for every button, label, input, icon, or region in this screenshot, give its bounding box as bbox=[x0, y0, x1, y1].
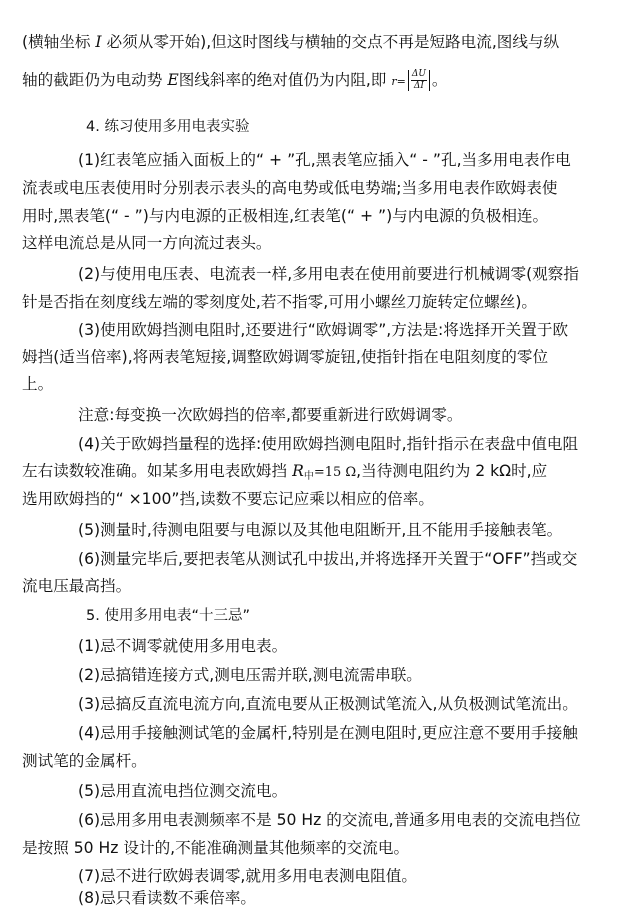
math-equals: = bbox=[396, 75, 406, 88]
text-line: 流表或电压表使用时分别表示表头的高电势或低电势端;当多用电表作欧姆表使 bbox=[22, 179, 558, 197]
section-heading: 4. 练习使用多用电表实验 bbox=[86, 119, 250, 135]
text-line bbox=[22, 32, 640, 52]
text-line: (4)关于欧姆挡量程的选择:使用欧姆挡测电阻时,指针指示在表盘中值电阻 bbox=[78, 435, 579, 453]
math-value: =15 Ω bbox=[313, 465, 357, 480]
list-item: (3)忌搞反直流电流方向,直流电要从正极测试笔流入,从负极测试笔流出。 bbox=[78, 695, 578, 713]
text-span: 。 bbox=[431, 71, 448, 89]
list-item: (6)忌用多用电表测频率不是 50 Hz 的交流电,普通多用电表的交流电挡位 bbox=[78, 811, 581, 829]
list-item: (4)忌用手接触测试笔的金属杆,特别是在测电阻时,更应注意不要用手接触 bbox=[78, 724, 578, 742]
text-span: 轴的截距仍为电动势 bbox=[22, 71, 168, 89]
text-line: (2)与使用电压表、电流表一样,多用电表在使用前要进行机械调零(观察指 bbox=[78, 265, 579, 283]
text-line: 用时,黑表笔(“ - ”)与内电源的正极相连,红表笔(“ + ”)与内电源的负极相连。 bbox=[22, 207, 549, 225]
text-line: 测试笔的金属杆。 bbox=[22, 752, 147, 770]
math-subscript: 中 bbox=[303, 471, 314, 482]
text-line: 姆挡(适当倍率),将两表笔短接,调整欧姆调零旋钮,使指针指在电阻刻度的零位 bbox=[22, 348, 549, 366]
text-line bbox=[22, 461, 640, 487]
section-heading: 5. 使用多用电表“十三忌” bbox=[86, 608, 250, 624]
fraction-numerator: ΔU bbox=[411, 69, 426, 79]
text-line: 流电压最高挡。 bbox=[22, 577, 132, 595]
math-variable: r bbox=[391, 75, 397, 88]
text-line: 是按照 50 Hz 设计的,不能准确测量其他频率的交流电。 bbox=[22, 839, 410, 857]
text-line: 针是否指在刻度线左端的零刻度处,若不指零,可用小螺丝刀旋转定位螺丝)。 bbox=[22, 293, 537, 311]
text-span: 必须从零开始),但这时图线与横轴的交点不再是短路电流,图线与纵 bbox=[101, 33, 560, 51]
list-item: (7)忌不进行欧姆表调零,就用多用电表测电阻值。 bbox=[78, 867, 417, 885]
list-item: (1)忌不调零就使用多用电表。 bbox=[78, 637, 288, 655]
text-line: (6)测量完毕后,要把表笔从测试孔中拔出,并将选择开关置于“OFF”挡或交 bbox=[78, 550, 578, 568]
slope-fraction bbox=[408, 70, 430, 91]
text-line bbox=[22, 70, 640, 92]
text-span: 左右读数较准确。如某多用电表欧姆挡 bbox=[22, 462, 293, 480]
text-line: 上。 bbox=[22, 375, 54, 393]
fraction-denominator: ΔI bbox=[413, 81, 424, 91]
math-variable: E bbox=[167, 71, 179, 89]
list-item: (8)忌只看读数不乘倍率。 bbox=[78, 889, 257, 907]
text-span: (横轴坐标 bbox=[22, 33, 96, 51]
text-span: ,当待测电阻约为 2 kΩ时,应 bbox=[356, 462, 548, 480]
text-span: 图线斜率的绝对值仍为内阻,即 bbox=[178, 71, 392, 89]
note-line: 注意:每变换一次欧姆挡的倍率,都要重新进行欧姆调零。 bbox=[78, 406, 463, 424]
list-item: (2)忌搞错连接方式,测电压需并联,测电流需串联。 bbox=[78, 666, 422, 684]
text-line: (1)红表笔应插入面板上的“ + ”孔,黑表笔应插入“ - ”孔,当多用电表作电 bbox=[78, 151, 571, 169]
list-item: (5)忌用直流电挡位测交流电。 bbox=[78, 782, 288, 800]
text-line: (3)使用欧姆挡测电阻时,还要进行“欧姆调零”,方法是:将选择开关置于欧 bbox=[78, 321, 569, 339]
text-line: 选用欧姆挡的“ ×100”挡,读数不要忘记应乘以相应的倍率。 bbox=[22, 490, 434, 508]
text-line: 这样电流总是从同一方向流过表头。 bbox=[22, 234, 272, 252]
math-variable: I bbox=[95, 33, 102, 51]
text-line: (5)测量时,待测电阻要与电源以及其他电阻断开,且不能用手接触表笔。 bbox=[78, 521, 563, 539]
math-variable: R bbox=[292, 462, 304, 480]
